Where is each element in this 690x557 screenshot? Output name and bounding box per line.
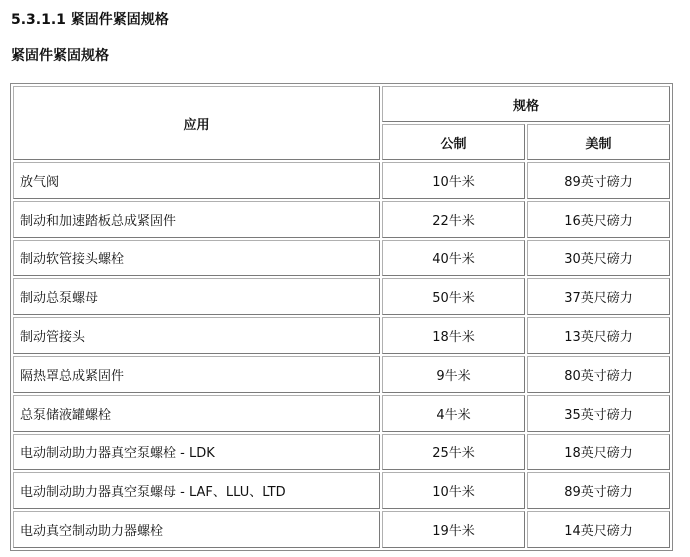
table-row: [13, 511, 670, 548]
table-row: [13, 162, 670, 199]
cell-metric: 22牛米: [382, 201, 525, 238]
cell-application: 总泵储液罐螺栓: [13, 395, 380, 432]
table-row: [13, 240, 670, 277]
table-row: [13, 278, 670, 315]
cell-us: 37英尺磅力: [527, 278, 670, 315]
table-row: [13, 201, 670, 238]
cell-application: 制动和加速踏板总成紧固件: [13, 201, 380, 238]
header-us: 美制: [527, 124, 670, 160]
table-row: [13, 317, 670, 354]
header-application: 应用: [13, 86, 380, 160]
header-metric: 公制: [382, 124, 525, 160]
cell-metric: 18牛米: [382, 317, 525, 354]
cell-metric: 10牛米: [382, 162, 525, 199]
cell-metric: 40牛米: [382, 240, 525, 277]
fastener-spec-table: [10, 83, 673, 551]
cell-us: 14英尺磅力: [527, 511, 670, 548]
cell-application: 电动制动助力器真空泵螺栓 - LDK: [13, 434, 380, 471]
header-spec: 规格: [382, 86, 670, 122]
cell-us: 18英尺磅力: [527, 434, 670, 471]
cell-us: 89英寸磅力: [527, 472, 670, 509]
cell-application: 制动总泵螺母: [13, 278, 380, 315]
cell-application: 制动管接头: [13, 317, 380, 354]
table-body: [13, 162, 670, 548]
section-title: 5.3.1.1 紧固件紧固规格: [11, 12, 169, 28]
cell-us: 16英尺磅力: [527, 201, 670, 238]
cell-metric: 4牛米: [382, 395, 525, 432]
cell-application: 电动制动助力器真空泵螺母 - LAF、LLU、LTD: [13, 472, 380, 509]
cell-application: 电动真空制动助力器螺栓: [13, 511, 380, 548]
cell-application: 制动软管接头螺栓: [13, 240, 380, 277]
table-row: [13, 472, 670, 509]
cell-metric: 19牛米: [382, 511, 525, 548]
cell-application: 放气阀: [13, 162, 380, 199]
cell-us: 13英尺磅力: [527, 317, 670, 354]
table-title: 紧固件紧固规格: [11, 48, 109, 64]
cell-us: 30英尺磅力: [527, 240, 670, 277]
cell-application: 隔热罩总成紧固件: [13, 356, 380, 393]
table-row: [13, 356, 670, 393]
table-row: [13, 434, 670, 471]
cell-us: 89英寸磅力: [527, 162, 670, 199]
cell-metric: 50牛米: [382, 278, 525, 315]
cell-metric: 9牛米: [382, 356, 525, 393]
cell-us: 80英寸磅力: [527, 356, 670, 393]
cell-metric: 10牛米: [382, 472, 525, 509]
table-row: [13, 395, 670, 432]
cell-metric: 25牛米: [382, 434, 525, 471]
cell-us: 35英寸磅力: [527, 395, 670, 432]
